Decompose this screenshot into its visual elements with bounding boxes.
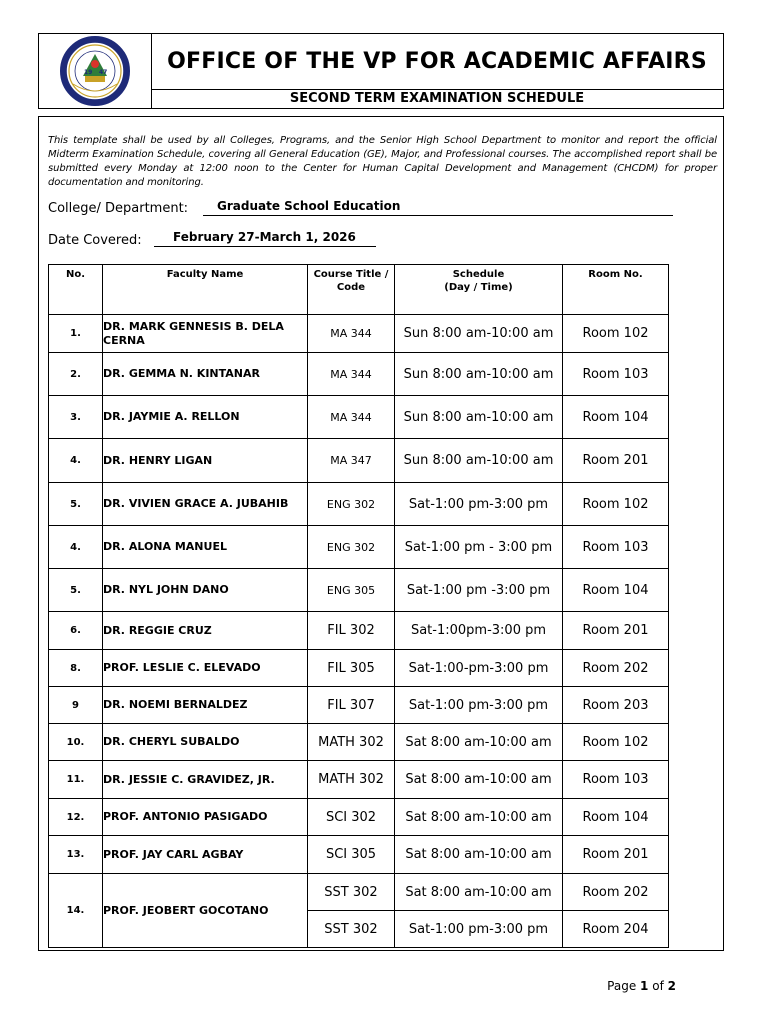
room: Room 104 <box>563 396 669 439</box>
faculty-name: PROF. JEOBERT GOCOTANO <box>103 874 308 948</box>
row-number: 13. <box>49 836 103 874</box>
schedule: Sat-1:00pm-3:00 pm <box>395 612 563 650</box>
table-row <box>49 396 669 439</box>
faculty-name: DR. CHERYL SUBALDO <box>103 724 308 761</box>
header-no: No. <box>49 265 103 315</box>
schedule: Sat-1:00 pm-3:00 pm <box>395 483 563 526</box>
row-number: 9 <box>49 687 103 724</box>
faculty-name: DR. NYL JOHN DANO <box>103 569 308 612</box>
date-value: February 27-March 1, 2026 <box>173 230 356 244</box>
room: Room 202 <box>563 874 669 911</box>
schedule: Sat 8:00 am-10:00 am <box>395 874 563 911</box>
faculty-name: DR. GEMMA N. KINTANAR <box>103 353 308 396</box>
room: Room 102 <box>563 483 669 526</box>
schedule: Sat-1:00-pm-3:00 pm <box>395 650 563 687</box>
logo-year-right: 47 <box>99 69 108 76</box>
row-number: 6. <box>49 612 103 650</box>
room: Room 104 <box>563 569 669 612</box>
course-code: MA 344 <box>308 396 395 439</box>
course-code: SCI 305 <box>308 836 395 874</box>
course-code: FIL 307 <box>308 687 395 724</box>
table-row <box>49 687 669 724</box>
row-number: 2. <box>49 353 103 396</box>
room: Room 104 <box>563 799 669 836</box>
table-row <box>49 483 669 526</box>
schedule: Sat-1:00 pm - 3:00 pm <box>395 526 563 569</box>
table-row <box>49 799 669 836</box>
table-row <box>49 569 669 612</box>
table-row <box>49 439 669 483</box>
date-label: Date Covered: <box>48 233 142 248</box>
course-code: ENG 302 <box>308 526 395 569</box>
course-code: MATH 302 <box>308 724 395 761</box>
course-code: MA 344 <box>308 315 395 353</box>
university-seal-icon <box>39 34 151 108</box>
row-number: 4. <box>49 526 103 569</box>
course-code: SST 302 <box>308 911 395 948</box>
row-number: 5. <box>49 569 103 612</box>
row-number: 5. <box>49 483 103 526</box>
course-code: ENG 305 <box>308 569 395 612</box>
header-box <box>38 33 724 109</box>
table-row <box>49 836 669 874</box>
table-row <box>49 650 669 687</box>
schedule: Sat 8:00 am-10:00 am <box>395 724 563 761</box>
page-title: OFFICE OF THE VP FOR ACADEMIC AFFAIRS <box>151 34 723 90</box>
room: Room 103 <box>563 526 669 569</box>
room: Room 204 <box>563 911 669 948</box>
table-row <box>49 874 669 911</box>
course-code: ENG 302 <box>308 483 395 526</box>
row-number: 10. <box>49 724 103 761</box>
table-row <box>49 353 669 396</box>
row-number: 8. <box>49 650 103 687</box>
header-room: Room No. <box>563 265 669 315</box>
room: Room 102 <box>563 315 669 353</box>
schedule: Sun 8:00 am-10:00 am <box>395 315 563 353</box>
row-number: 11. <box>49 761 103 799</box>
faculty-name: DR. REGGIE CRUZ <box>103 612 308 650</box>
course-code: SCI 302 <box>308 799 395 836</box>
schedule: Sat-1:00 pm-3:00 pm <box>395 911 563 948</box>
page-number: Page 1 of 2 <box>607 979 676 993</box>
schedule: Sat-1:00 pm-3:00 pm <box>395 687 563 724</box>
faculty-name: PROF. LESLIE C. ELEVADO <box>103 650 308 687</box>
logo-year-left: 19 <box>84 69 93 76</box>
table-row <box>49 724 669 761</box>
faculty-name: PROF. JAY CARL AGBAY <box>103 836 308 874</box>
schedule-table <box>48 264 669 948</box>
schedule: Sat 8:00 am-10:00 am <box>395 799 563 836</box>
faculty-name: DR. JAYMIE A. RELLON <box>103 396 308 439</box>
faculty-name: DR. HENRY LIGAN <box>103 439 308 483</box>
faculty-name: PROF. ANTONIO PASIGADO <box>103 799 308 836</box>
faculty-name: DR. MARK GENNESIS B. DELA CERNA <box>103 315 308 353</box>
college-value: Graduate School Education <box>217 199 401 213</box>
table-row <box>49 612 669 650</box>
faculty-name: DR. NOEMI BERNALDEZ <box>103 687 308 724</box>
course-code: SST 302 <box>308 874 395 911</box>
page-subtitle: SECOND TERM EXAMINATION SCHEDULE <box>289 91 585 106</box>
row-number: 4. <box>49 439 103 483</box>
course-code: MA 344 <box>308 353 395 396</box>
intro-paragraph: This template shall be used by all Colleges, Programs, and the Senior High School Department to monitor and report the official Midterm Examination Schedule, covering all General Education (GE), Major, and Professional courses. The accomplished report shall be submitted every Monday at 12:00 noon to the Center for Human Capital Development and Management (CHCDM) for proper documentation and monitoring. <box>48 135 717 188</box>
table-header-row <box>49 265 669 315</box>
college-field <box>203 199 673 216</box>
header-faculty-name: Faculty Name <box>103 265 308 315</box>
room: Room 103 <box>563 353 669 396</box>
schedule: Sat-1:00 pm -3:00 pm <box>395 569 563 612</box>
header-course: Course Title / Code <box>308 265 395 315</box>
faculty-name: DR. ALONA MANUEL <box>103 526 308 569</box>
faculty-name: DR. JESSIE C. GRAVIDEZ, JR. <box>103 761 308 799</box>
course-code: FIL 305 <box>308 650 395 687</box>
room: Room 201 <box>563 439 669 483</box>
room: Room 102 <box>563 724 669 761</box>
room: Room 103 <box>563 761 669 799</box>
table-row <box>49 315 669 353</box>
room: Room 201 <box>563 836 669 874</box>
room: Room 202 <box>563 650 669 687</box>
room: Room 201 <box>563 612 669 650</box>
logo-cell <box>39 34 152 108</box>
table-row <box>49 526 669 569</box>
room: Room 203 <box>563 687 669 724</box>
row-number: 3. <box>49 396 103 439</box>
date-field <box>154 230 376 247</box>
schedule: Sun 8:00 am-10:00 am <box>395 396 563 439</box>
schedule: Sun 8:00 am-10:00 am <box>395 353 563 396</box>
course-code: MATH 302 <box>308 761 395 799</box>
row-number: 12. <box>49 799 103 836</box>
schedule: Sat 8:00 am-10:00 am <box>395 761 563 799</box>
row-number: 14. <box>49 874 103 948</box>
table-row <box>49 761 669 799</box>
header-schedule: Schedule (Day / Time) <box>395 265 563 315</box>
college-label: College/ Department: <box>48 201 189 216</box>
schedule: Sun 8:00 am-10:00 am <box>395 439 563 483</box>
row-number: 1. <box>49 315 103 353</box>
faculty-name: DR. VIVIEN GRACE A. JUBAHIB <box>103 483 308 526</box>
course-code: FIL 302 <box>308 612 395 650</box>
course-code: MA 347 <box>308 439 395 483</box>
schedule: Sat 8:00 am-10:00 am <box>395 836 563 874</box>
